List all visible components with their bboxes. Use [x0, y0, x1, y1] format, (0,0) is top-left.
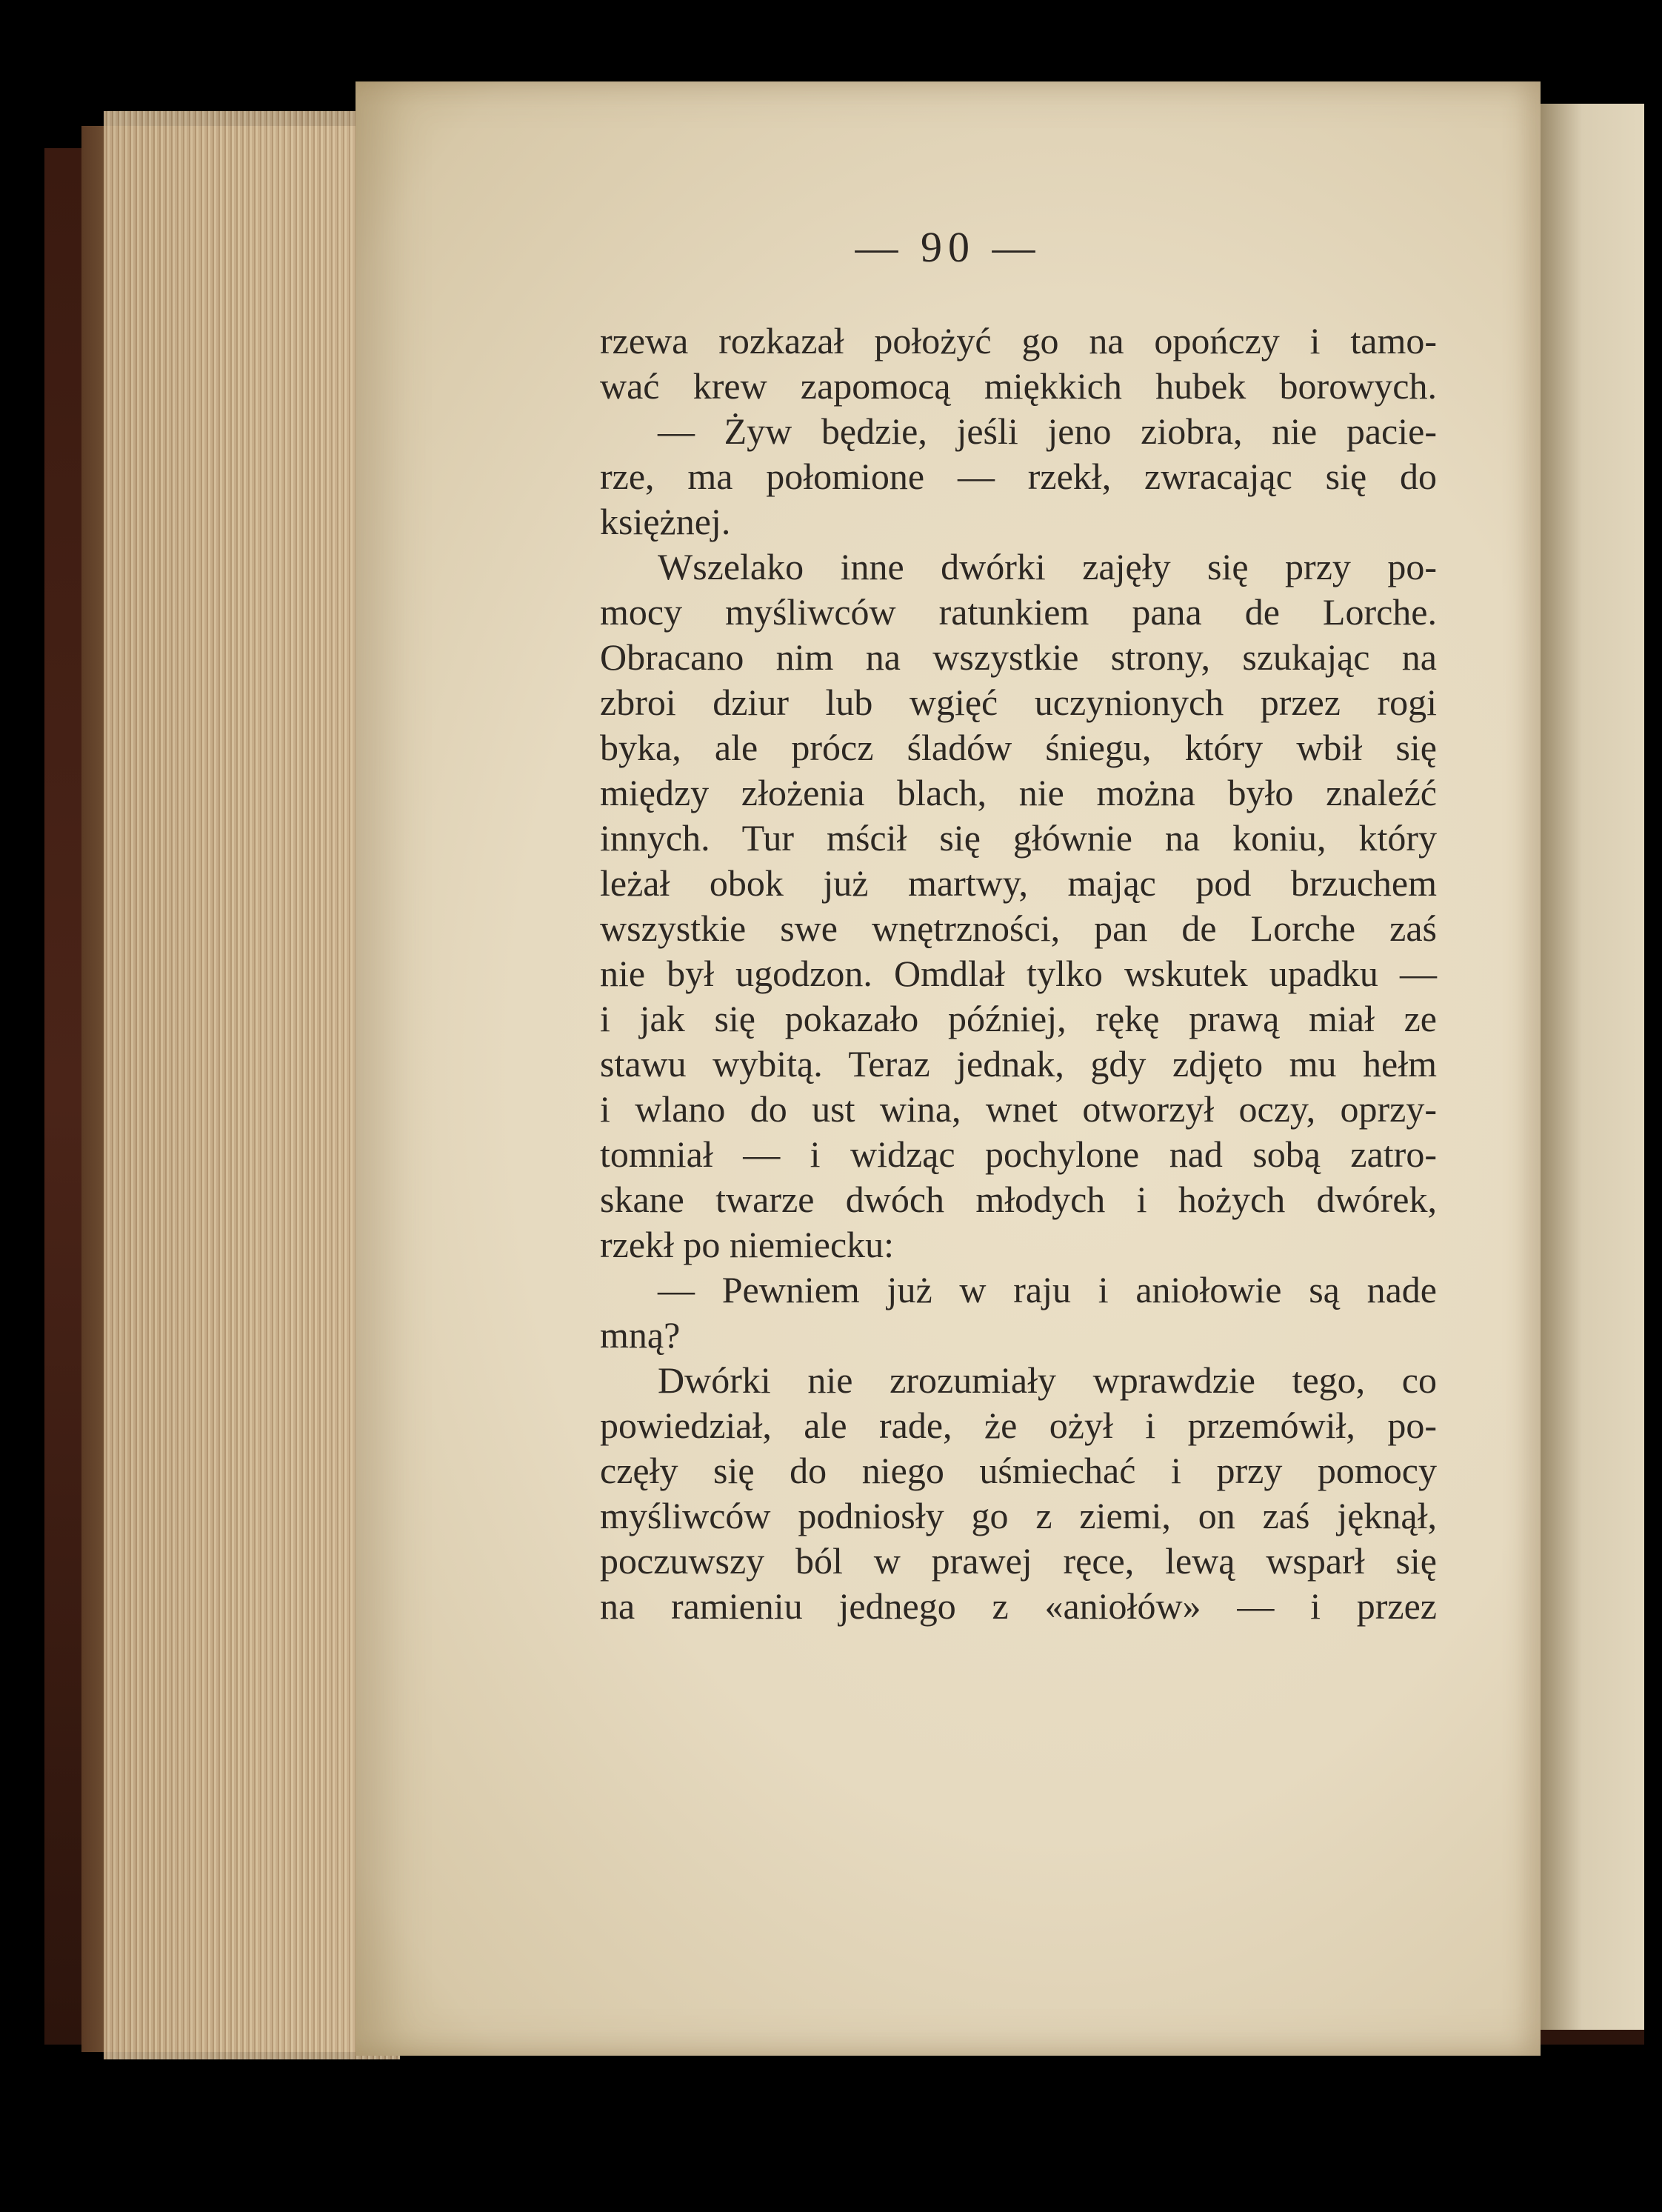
- text-line: księżnej.: [600, 501, 731, 542]
- text-line: tomniał — i widząc pochylone nad sobą zatro-: [600, 1133, 1437, 1175]
- text-line: wszystkie swe wnętrzności, pan de Lorche zaś: [600, 907, 1437, 949]
- book-page: [356, 81, 1541, 2056]
- text-line: między złożenia blach, nie można było znaleźć: [600, 772, 1437, 813]
- text-line: poczuwszy ból w prawej ręce, lewą wsparł się: [600, 1540, 1437, 1582]
- text-line: myśliwców podniosły go z ziemi, on zaś jęknął,: [600, 1495, 1437, 1536]
- scan-border: [1644, 59, 1662, 2212]
- text-line: — Żyw będzie, jeśli jeno ziobra, nie pacie-: [658, 410, 1437, 452]
- text-line: rzekł po niemiecku:: [600, 1224, 895, 1265]
- text-line: i jak się pokazało później, rękę prawą miał ze: [600, 998, 1437, 1039]
- text-line: zbroi dziur lub wgięć uczynionych przez rogi: [600, 682, 1437, 723]
- page-text: [600, 319, 1437, 1629]
- text-line: rzewa rozkazał położyć go na opończy i tamo-: [600, 320, 1437, 362]
- text-line: częły się do niego uśmiechać i przy pomocy: [600, 1450, 1437, 1491]
- page-number: — 90 —: [855, 223, 1041, 271]
- text-line: wać krew zapomocą miękkich hubek borowych.: [600, 365, 1437, 407]
- text-line: — Pewniem już w raju i aniołowie są nade: [658, 1269, 1437, 1310]
- text-line: rze, ma połomione — rzekł, zwracając się do: [600, 456, 1437, 497]
- text-line: byka, ale prócz śladów śniegu, który wbił się: [600, 727, 1437, 768]
- text-line: Dwórki nie zrozumiały wprawdzie tego, co: [658, 1359, 1437, 1401]
- text-line: innych. Tur mścił się głównie na koniu, który: [600, 817, 1437, 859]
- text-line: Wszelako inne dwórki zajęły się przy po-: [658, 546, 1437, 587]
- text-line: Obracano nim na wszystkie strony, szukając na: [600, 636, 1437, 678]
- facing-page-edge: [1541, 104, 1644, 2030]
- text-line: mną?: [600, 1314, 681, 1356]
- text-line: i wlano do ust wina, wnet otworzył oczy, oprzy-: [600, 1088, 1437, 1130]
- text-line: nie był ugodzon. Omdlał tylko wskutek upadku —: [600, 953, 1437, 994]
- text-line: powiedział, ale rade, że ożył i przemówił, po-: [600, 1405, 1437, 1446]
- text-line: leżał obok już martwy, mając pod brzuchem: [600, 862, 1437, 904]
- text-line: na ramieniu jednego z «aniołów» — i przez: [600, 1585, 1437, 1627]
- text-line: mocy myśliwców ratunkiem pana de Lorche.: [600, 591, 1437, 633]
- text-line: skane twarze dwóch młodych i hożych dwórek,: [600, 1179, 1437, 1220]
- text-line: stawu wybitą. Teraz jednak, gdy zdjęto mu hełm: [600, 1043, 1437, 1085]
